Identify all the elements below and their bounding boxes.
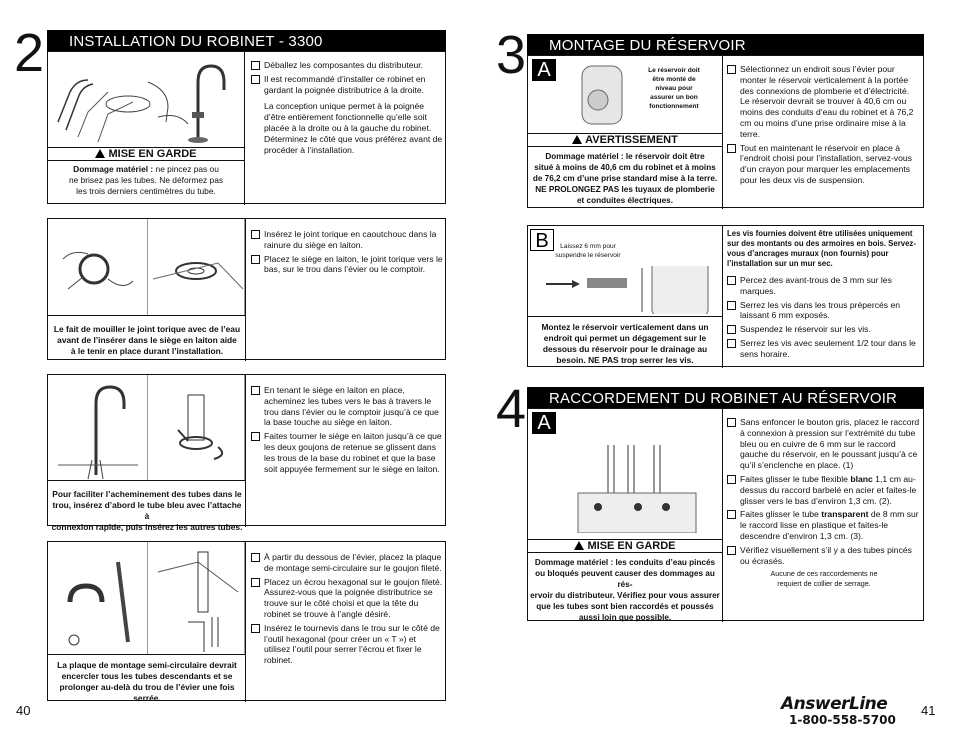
warning-title: MISE EN GARDE	[528, 539, 722, 553]
step-item: Faites glisser le tube flexible blanc 1,1 cm au-dessus du raccord barbelé en acier et faites-le glisser vers le bas d’environ 1,3 cm. (2).	[727, 474, 921, 506]
tubes-illustration	[48, 375, 148, 480]
checkbox[interactable]	[727, 65, 736, 74]
step-number-4: 4	[496, 379, 527, 439]
checkbox[interactable]	[727, 546, 736, 555]
checkbox[interactable]	[727, 418, 736, 427]
step-item: Faites tourner le siège en laiton jusqu’à ce que les deux goujons de retenue se glissent dans les trous de la base du robinet et que la base soit appuyée fermement sur le siège en laiton.	[251, 431, 443, 474]
step-item: Insérez le tournevis dans le trou sur le côté de l’outil hexagonal (pour créer un « T ») et utilisez l’outil pour serrer l’écrou et fixer le robinet.	[251, 623, 443, 666]
screw-tank-illustration	[542, 266, 718, 314]
panel-letter: A	[532, 59, 556, 81]
answerline-logo: AnswerLine	[781, 694, 888, 714]
tank-illustration	[560, 60, 640, 130]
panel-2b	[47, 218, 446, 360]
step-item: Vérifiez visuellement s’il y a des tubes pincés ou écrasés.	[727, 545, 921, 567]
checkbox[interactable]	[251, 432, 260, 441]
section-title-raccordement: RACCORDEMENT DU ROBINET AU RÉSERVOIR	[527, 387, 924, 408]
nut-tighten-illustration	[148, 542, 245, 654]
panel-2d	[47, 541, 446, 701]
steps-2c	[251, 385, 443, 477]
steps-2b	[251, 229, 443, 278]
checkbox[interactable]	[251, 386, 260, 395]
steps-3a	[727, 64, 921, 189]
page-number-left: 40	[16, 703, 31, 718]
step-number-3: 3	[496, 25, 527, 85]
checkbox[interactable]	[727, 475, 736, 484]
mounting-plate-illustration	[48, 542, 148, 654]
step-item: Percez des avant-trous de 3 mm sur les marques.	[727, 275, 921, 297]
panel-2a	[47, 51, 446, 204]
warning-title: AVERTISSEMENT	[528, 133, 722, 147]
steps-4a	[727, 417, 921, 588]
checkbox[interactable]	[251, 230, 260, 239]
step-item: Serrez les vis avec seulement 1/2 tour dans le sens horaire.	[727, 338, 921, 360]
support-phone: 1-800-558-5700	[789, 713, 896, 727]
panel-3b	[527, 225, 924, 367]
tip-caption: Montez le réservoir verticalement dans un endroit qui permet un dégagement sur le dessous du réservoir pour le drainage au besoin. NE PAS trop serrer les vis.	[541, 322, 709, 365]
step-item: Insérez le joint torique en caoutchouc dans la rainure du siège en laiton.	[251, 229, 443, 251]
panel-letter: A	[532, 412, 556, 434]
step-number-2: 2	[14, 23, 45, 83]
warning-triangle-icon	[572, 135, 582, 144]
clamp-note: Aucune de ces raccordements ne requiert de collier de serrage.	[770, 569, 878, 588]
checkbox[interactable]	[251, 624, 260, 633]
checkbox[interactable]	[251, 75, 260, 84]
step-item: Il est recommandé d’installer ce robinet en gardant la poignée distributrice à la droite.	[251, 74, 443, 96]
steps-2a	[251, 60, 443, 158]
oring-illustration	[48, 219, 148, 315]
step-item: Serrez les vis dans les trous prépercés en laissant 6 mm exposés.	[727, 300, 921, 322]
section-title-montage: MONTAGE DU RÉSERVOIR	[527, 34, 924, 55]
step-item: Sélectionnez un endroit sous l’évier pour monter le réservoir verticalement à la portée des connexions de plomberie et d’électricité. Le réservoir devrait se trouver à 40,6 cm ou moins des conduits d’eau du robinet et à 76,2 cm ou moins d’une prise ordinaire mise à la terre.	[727, 64, 921, 140]
screw-note: Les vis fournies doivent être utilisées uniquement sur des montants ou des armoires en bois. Servez-vous d’ancrages muraux (non fournis) pour l’installation sur un mur sec.	[727, 229, 916, 268]
step-item: À partir du dessous de l’évier, placez la plaque de montage semi-circulaire sur le goujon fileté.	[251, 552, 443, 574]
warning-text: Dommage matériel : ne pincez pas ou ne brisez pas les tubes. Ne déformez pas les trois derniers centimètres du tube.	[68, 164, 224, 196]
panel-3a	[527, 55, 924, 208]
panel-2c	[47, 374, 446, 532]
checkbox[interactable]	[251, 578, 260, 587]
step-item: Déballez les composantes du distributeur.	[251, 60, 443, 71]
section-title-installation: INSTALLATION DU ROBINET - 3300	[47, 30, 446, 51]
checkbox[interactable]	[251, 255, 260, 264]
tip-caption: Le fait de mouiller le joint torique avec de l’eau avant de l’insérer dans le siège en laiton aide à le tenir en place durant l’installation.	[53, 324, 241, 356]
gap-label: Laissez 6 mm pour suspendre le réservoir	[555, 243, 621, 259]
panel-letter: B	[530, 229, 554, 251]
warning-text: Dommage matériel : les conduits d’eau pincés ou bloqués peuvent causer des dommages au rés- ervoir du distributeur. Vérifiez pour vous assurer que les tubes sont bien raccordés et poussés aussi loin que possible.	[530, 558, 720, 622]
panel-4a	[527, 408, 924, 621]
checkbox[interactable]	[251, 553, 260, 562]
faucet-illustration	[48, 52, 244, 147]
warning-triangle-icon	[574, 541, 584, 550]
checkbox[interactable]	[727, 276, 736, 285]
tip-caption: La plaque de montage semi-circulaire devrait encercler tous les tubes descendants et se prolonger au-delà du trou de l’évier une fois serrée.	[57, 660, 237, 703]
page-number-right: 41	[921, 703, 936, 718]
step-item: Sans enfoncer le bouton gris, placez le raccord à connexion à pression sur l’extrémité du tube bleu ou en cuivre de 6 mm sur le raccord gauche du réservoir, en le poussant jusqu’à ce qu’il s’enclenche en place. (1)	[727, 417, 921, 471]
faucet-drawing	[48, 52, 244, 147]
step-item: Placez le siège en laiton, le joint torique vers le bas, sur le trou dans l’évier ou le comptoir.	[251, 254, 443, 276]
step-item: En tenant le siège en laiton en place, acheminez les tubes vers le bas à travers le trou dans l’évier ou le comptoir jusqu’à ce que la base touche au siège en laiton.	[251, 385, 443, 428]
step-item: Tout en maintenant le réservoir en place à l’endroit choisi pour l’installation, servez-vous d’un crayon pour marquer les emplacements pour les deux vis de suspension.	[727, 143, 921, 186]
step-item: Placez un écrou hexagonal sur le goujon fileté. Assurez-vous que la poignée distributrice se trouve sur le côté choisi et que la tête du robinet se trouve à l’angle désiré.	[251, 577, 443, 620]
checkbox[interactable]	[727, 510, 736, 519]
note-text: La conception unique permet à la poignée d’être entièrement fonctionnelle qu’elle soit placée à la droite ou à la gauche du robinet. Déterminez le côté que vous préférez avant de procéder à l’installation.	[264, 101, 443, 155]
checkbox[interactable]	[727, 301, 736, 310]
step-item: Faites glisser le tube transparent de 8 mm sur le raccord lisse en plastique et faites-le descendre d’environ 1,3 cm. (3).	[727, 509, 921, 541]
warning-triangle-icon	[95, 149, 105, 158]
steps-3b	[727, 229, 921, 363]
checkbox[interactable]	[727, 339, 736, 348]
steps-2d	[251, 552, 443, 669]
tank-connections-illustration	[568, 437, 718, 533]
seat-illustration	[148, 219, 245, 315]
step-item: Suspendez le réservoir sur les vis.	[727, 324, 921, 335]
warning-title: MISE EN GARDE	[48, 147, 244, 161]
seat-rotate-illustration	[148, 375, 245, 480]
tank-label: Le réservoir doit être monté de niveau pour assurer un bon fonctionnement	[648, 67, 700, 110]
checkbox[interactable]	[727, 144, 736, 153]
checkbox[interactable]	[251, 61, 260, 70]
tip-caption: Pour faciliter l’acheminement des tubes dans le trou, insérez d’abord le tube bleu avec l’attache à connexion rapide, puis insérez les autres tubes.	[51, 489, 243, 532]
checkbox[interactable]	[727, 325, 736, 334]
warning-text: Dommage matériel : le réservoir doit être situé à moins de 40,6 cm du robinet et à moins de 76,2 cm d’une prise standard mise à la terre. NE PROLONGEZ PAS les tuyaux de plomberie et conduites électriques.	[532, 152, 718, 205]
